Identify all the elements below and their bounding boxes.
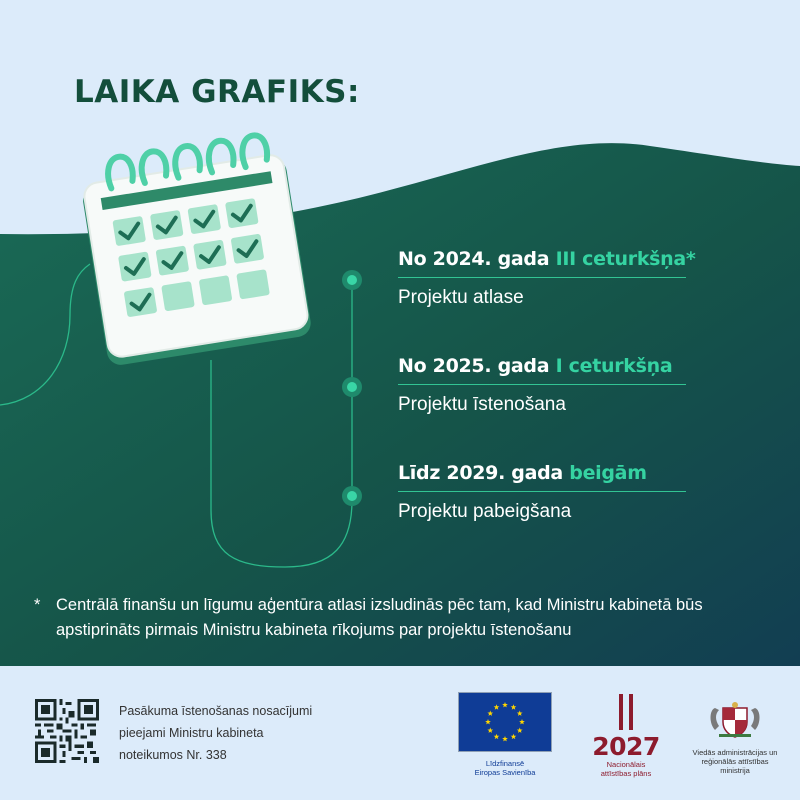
ministry-logo <box>686 700 784 775</box>
eu-caption: Līdzfinansē <box>485 759 525 768</box>
divider <box>398 491 686 492</box>
timeline-step-heading <box>398 462 698 484</box>
timeline-step-description: Projektu atlase <box>398 287 524 308</box>
timeline-step-2 <box>398 355 698 416</box>
nap-logo <box>586 692 666 778</box>
timeline-step-heading <box>398 355 698 377</box>
step-heading-highlight: beigām <box>569 462 647 484</box>
step-heading-lead: Līdz 2029. gada <box>398 462 563 484</box>
footnote-marker: * <box>34 596 41 614</box>
divider <box>398 277 686 278</box>
eu-flag-icon <box>458 692 552 752</box>
coat-of-arms-icon <box>705 700 765 740</box>
nap-caption: attīstības plāns <box>600 769 652 778</box>
nap-bars-icon <box>606 692 646 732</box>
qr-code-icon[interactable] <box>35 699 99 763</box>
step-heading-highlight: I ceturkšņa <box>555 355 673 377</box>
ministry-caption: reģionālās attīstības <box>701 757 769 766</box>
footnote-text: Centrālā finanšu un līgumu aģentūra atlasi izsludinās pēc tam, kad Ministru kabinetā būs apstiprināts pirmais Ministru kabineta rīkojums par projektu īstenošanu <box>56 596 703 639</box>
timeline-step-description: Projektu īstenošana <box>398 394 566 415</box>
nap-caption: Nacionālais <box>606 760 646 769</box>
footer-info-line: pieejami Ministru kabineta <box>119 726 264 740</box>
timeline-step-heading <box>398 248 698 270</box>
footer-info-line: noteikumos Nr. 338 <box>119 748 227 762</box>
timeline-step-description: Projektu pabeigšana <box>398 501 572 522</box>
timeline-step-3 <box>398 462 698 523</box>
footer-info <box>119 700 349 766</box>
ministry-caption: Viedās administrācijas un <box>692 748 778 757</box>
timeline-step-1 <box>398 248 698 309</box>
step-heading-lead: No 2025. gada <box>398 355 550 377</box>
eu-caption: Eiropas Savienība <box>474 768 536 777</box>
nap-year: 2027 <box>592 732 660 761</box>
footnote <box>34 593 774 643</box>
step-heading-lead: No 2024. gada <box>398 248 550 270</box>
divider <box>398 384 686 385</box>
eu-logo <box>458 692 552 777</box>
footer-info-line: Pasākuma īstenošanas nosacījumi <box>119 704 313 718</box>
step-heading-highlight: III ceturkšņa* <box>555 248 696 270</box>
ministry-caption: ministrija <box>720 766 750 775</box>
page-title: LAIKA GRAFIKS: <box>74 74 360 110</box>
